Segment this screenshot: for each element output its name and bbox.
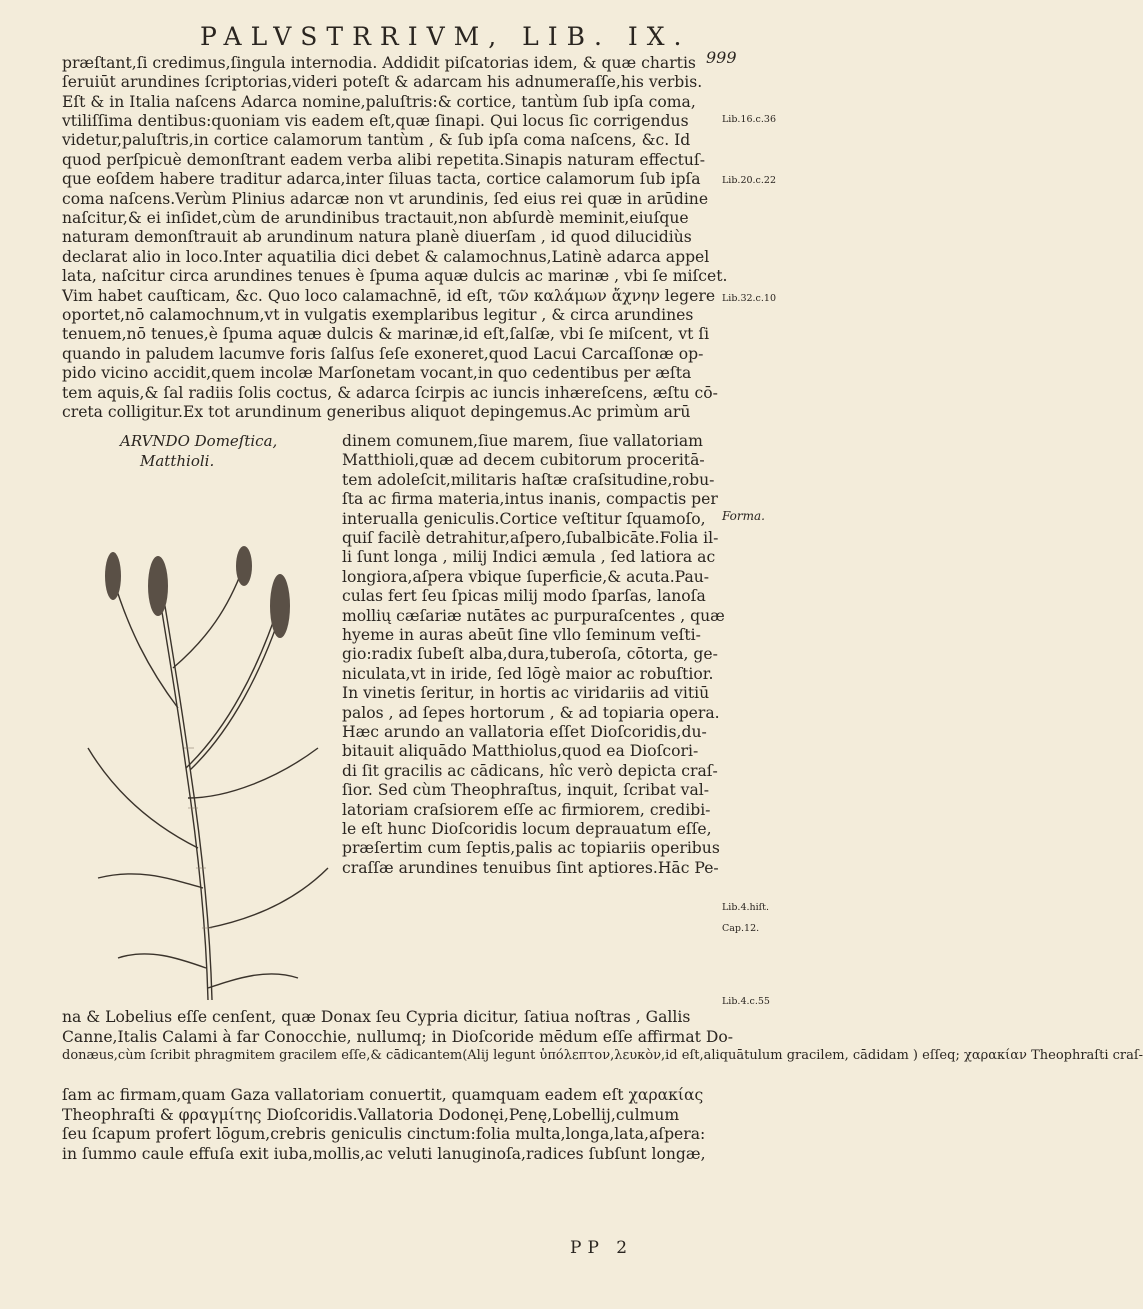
- text-line: quando in paludem lacumve foris ſalſus ſeſe exoneret,quod Lacui Carcaſſonæ op-: [62, 345, 704, 363]
- text-line: Eſt & in Italia naſcens Adarca nomine,paluſtris:& cortice, tantùm ſub ipſa coma,: [62, 93, 696, 111]
- text-line: tem adoleſcit,militaris haſtæ craſsitudine,robu-: [342, 471, 715, 489]
- text-line: ſeu ſcapum profert lōgum,crebris geniculis cinctum:folia multa,longa,lata,aſpera:: [62, 1125, 706, 1143]
- running-header: PALVSTRRIVM, LIB. IX.: [200, 22, 691, 51]
- text-line: ſam ac firmam,quam Gaza vallatoriam conuertit, quamquam eadem eſt χαρακίας: [62, 1086, 704, 1104]
- text-line: mollių cæſariæ nutātes ac purpuraſcentes , quæ: [342, 607, 725, 625]
- margin-note: Lib.4.c.55: [722, 996, 770, 1007]
- figure-caption: Matthioli.: [140, 452, 215, 470]
- text-line: longiora,aſpera vbique ſuperficie,& acuta.Pau-: [342, 568, 710, 586]
- text-line: di ſit gracilis ac cādicans, hîc verò depicta craſ-: [342, 762, 718, 780]
- text-line: donæus,cùm ſcribit phragmitem gracilem eſſe,& cādicantem(Alij legunt ὑπόλεπτον,λευκὸν,id eſt,aliquātulum gracilem, cādidam ) eſſeq; χαρακίαν Theophraſti craſ-: [62, 1048, 1143, 1063]
- margin-note: Forma.: [722, 509, 765, 523]
- margin-note: Lib.4.hiſt.: [722, 902, 770, 913]
- text-line: vtiliſſima dentibus:quoniam vis eadem eſt,quæ ſinapi. Qui locus ſic corrigendus: [62, 112, 689, 130]
- text-line: quiſ facilè detrahitur,aſpero,ſubalbicāte.Folia il-: [342, 529, 719, 547]
- text-line: palos , ad ſepes hortorum , & ad topiaria opera.: [342, 704, 720, 722]
- text-line: na & Lobelius eſſe cenſent, quæ Donax ſeu Cypria dicitur, ſatiua noſtras , Gallis: [62, 1008, 691, 1026]
- text-line: pido vicino accidit,quem incolæ Marſonetam vocant,in quo cedentibus per æſta: [62, 364, 692, 382]
- page-number: 999: [706, 48, 737, 67]
- text-line: bitauit aliquādo Matthiolus,quod ea Dioſcori-: [342, 742, 699, 760]
- text-line: ſta ac firma materia,intus inanis, compactis per: [342, 490, 718, 508]
- text-line: niculata,vt in iride, ſed lōgè maior ac robuſtior.: [342, 665, 714, 683]
- text-line: tem aquis,& ſal radiis ſolis coctus, & adarca ſcirpis ac iuncis inhæreſcens, æſtu cō-: [62, 384, 718, 402]
- text-line: culas fert ſeu ſpicas milij modo ſparſas, lanoſa: [342, 587, 706, 605]
- text-line: que eoſdem habere traditur adarca,inter ſiluas tacta, cortice calamorum ſub ipſa: [62, 170, 701, 188]
- reed-illustration: [58, 548, 340, 1000]
- signature-mark: PP 2: [570, 1238, 634, 1258]
- margin-note: Lib.20.c.22: [722, 175, 776, 186]
- text-line: naſcitur,& ei inſidet,cùm de arundinibus tractauit,non abſurdè meminit,eiuſque: [62, 209, 689, 227]
- text-line: gio:radix ſubeſt alba,dura,tuberoſa, cōtorta, ge-: [342, 645, 718, 663]
- margin-note: Lib.16.c.36: [722, 114, 776, 125]
- text-line: videtur,paluſtris,in cortice calamorum tantùm , & ſub ipſa coma naſcens, &c. Id: [62, 131, 691, 149]
- text-line: tenuem,nō tenues,è ſpuma aquæ dulcis & marinæ,id eſt,ſalſæ, vbi ſe miſcent, vt ſi: [62, 325, 710, 343]
- text-line: dinem comunem,ſiue marem, ſiue vallatoriam: [342, 432, 703, 450]
- text-line: Hæc arundo an vallatoria eſſet Dioſcoridis,du-: [342, 723, 707, 741]
- text-line: Matthioli,quæ ad decem cubitorum proceritā-: [342, 451, 705, 469]
- text-line: ſior. Sed cùm Theophraſtus, inquit, ſcribat val-: [342, 781, 710, 799]
- text-line: præſtant,ſi credimus,ſingula internodia. Addidit piſcatorias idem, & quæ chartis: [62, 54, 696, 72]
- text-line: ſeruiūt arundines ſcriptorias,videri poteſt & adarcam his adnumeraſſe,his verbis.: [62, 73, 703, 91]
- text-line: creta colligitur.Ex tot arundinum generibus aliquot depingemus.Ac primùm arū: [62, 403, 691, 421]
- text-line: declarat alio in loco.Inter aquatilia dici debet & calamochnus,Latinè adarca appel: [62, 248, 710, 266]
- figure-caption: ARVNDO Domeſtica,: [120, 432, 278, 450]
- text-line: Canne,Italis Calami à far Conocchie, nullumq; in Dioſcoride mēdum eſſe affirmat Do-: [62, 1028, 733, 1046]
- margin-note: Lib.32.c.10: [722, 293, 776, 304]
- text-line: præſertim cum ſeptis,palis ac topiariis operibus: [342, 839, 720, 857]
- text-line: In vinetis ſeritur, in hortis ac viridariis ad vitiū: [342, 684, 710, 702]
- text-line: latoriam craſsiorem eſſe ac firmiorem, credibi-: [342, 801, 711, 819]
- text-line: oportet,nō calamochnum,vt in vulgatis exemplaribus legitur , & circa arundines: [62, 306, 694, 324]
- text-line: Vim habet cauſticam, &c. Quo loco calamachnē, id eſt, τῶν καλάμων ἄχνην legere: [62, 287, 716, 305]
- text-line: interualla geniculis.Cortice veſtitur ſquamoſo,: [342, 510, 706, 528]
- margin-note: Cap.12.: [722, 923, 760, 934]
- text-line: hyeme in auras abeūt ſine vllo ſeminum veſti-: [342, 626, 701, 644]
- text-line: Theophraſti & φραγμίτης Dioſcoridis.Vallatoria Dodonęi,Penę,Lobellij,culmum: [62, 1106, 680, 1124]
- text-line: naturam demonſtrauit ab arundinum natura planè diuerſam , id quod dilucidiùs: [62, 228, 692, 246]
- text-line: lata, naſcitur circa arundines tenues è ſpuma aquæ dulcis ac marinæ , vbi ſe miſcet.: [62, 267, 728, 285]
- text-line: craſſæ arundines tenuibus ſint aptiores.Hāc Pe-: [342, 859, 719, 877]
- text-line: li ſunt longa , milij Indici æmula , ſed latiora ac: [342, 548, 716, 566]
- text-line: coma naſcens.Verùm Plinius adarcæ non vt arundinis, ſed eius rei quæ in arūdine: [62, 190, 709, 208]
- text-line: le eſt hunc Dioſcoridis locum deprauatum eſſe,: [342, 820, 712, 838]
- text-line: in ſummo caule effuſa exit iuba,mollis,ac veluti lanuginoſa,radices ſubſunt longæ,: [62, 1145, 706, 1163]
- text-line: quod perſpicuè demonſtrant eadem verba alibi repetita.Sinapis naturam effectuſ-: [62, 151, 705, 169]
